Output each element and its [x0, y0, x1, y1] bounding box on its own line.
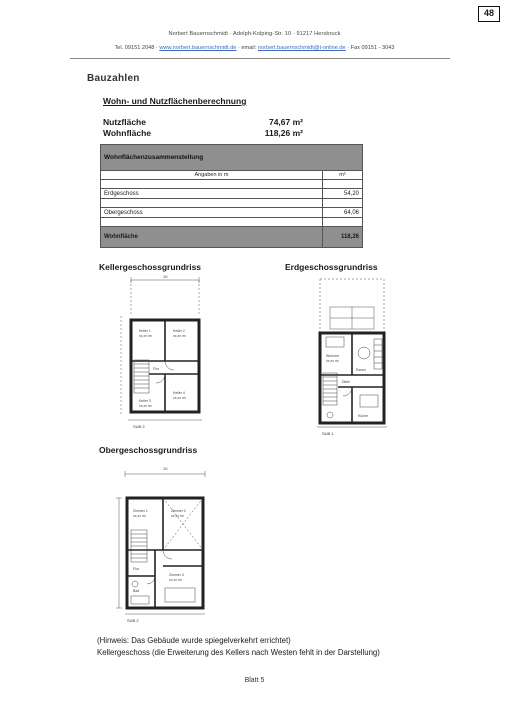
ober-plan-drawing: [105, 458, 223, 626]
svg-text:Essen: Essen: [356, 368, 366, 372]
table-total-row: [101, 227, 363, 248]
area-summary-table: [100, 144, 363, 248]
svg-text:Wohnen: Wohnen: [326, 354, 339, 358]
nutzflaeche-label: Nutzfläche: [103, 117, 146, 127]
row-label: Obergeschoss: [101, 208, 323, 218]
svg-text:xx,xx m²: xx,xx m²: [171, 514, 185, 518]
letterhead-address: Norbert Bauernschmidt · Adolph-Kolping-Str. 10 · 91217 Hersbruck: [168, 31, 341, 37]
row-value: 54,20: [323, 189, 363, 199]
letterhead-email-prefix: · email:: [236, 45, 258, 51]
subsection-title: Wohn- und Nutzflächenberechnung: [103, 96, 247, 106]
svg-text:xx,xx m²: xx,xx m²: [173, 396, 187, 400]
svg-text:xx,xx m²: xx,xx m²: [326, 359, 340, 363]
page-number: 48: [478, 6, 500, 22]
letterhead-tel: Tel. 09151 2048 ·: [114, 45, 160, 51]
basement-hint: Kellergeschoss (die Erweiterung des Kellers nach Westen fehlt in der Darstellung): [97, 648, 380, 657]
letterhead-web-link[interactable]: www.norbert.bauernschmidt.de: [159, 45, 237, 51]
ober-plan-tag: SUB 2: [127, 618, 139, 623]
svg-text:Zimmer 3: Zimmer 3: [169, 573, 184, 577]
sheet-number: Blatt 5: [244, 677, 265, 684]
keller-plan-tag: SUB 2: [133, 424, 145, 429]
section-title: Bauzahlen: [87, 73, 140, 84]
table-row: [101, 189, 363, 199]
table-spacer: [101, 180, 363, 189]
svg-text:Flur: Flur: [153, 367, 160, 371]
letterhead-fax: · Fax 09151 - 3043: [345, 45, 395, 51]
erd-plan-tag: SUB 1: [322, 431, 334, 436]
wohnflaeche-value: 118,26 m²: [264, 128, 303, 138]
row-value: 64,06: [323, 208, 363, 218]
svg-text:Zimmer 2: Zimmer 2: [171, 509, 186, 513]
svg-text:Keller 4: Keller 4: [173, 391, 185, 395]
keller-plan-drawing: [103, 274, 215, 434]
erd-floor-plan: [290, 275, 402, 443]
total-value: 118,26: [323, 227, 363, 248]
svg-text:Bad: Bad: [133, 589, 140, 593]
svg-text:Zimmer 1: Zimmer 1: [133, 509, 148, 513]
table-row: [101, 208, 363, 218]
table-spacer: [101, 218, 363, 227]
svg-text:Flur: Flur: [133, 567, 140, 571]
table-heading-row: [101, 145, 363, 171]
ober-plan-dimension: 10: [163, 466, 168, 471]
table-heading: Wohnflächenzusammenstellung: [101, 145, 363, 171]
letterhead-email-link[interactable]: norbert.bauernschmidt@t-online.de: [257, 45, 346, 51]
column-label: Angaben in m: [101, 171, 323, 180]
table-spacer: [101, 199, 363, 208]
svg-text:xx,xx m²: xx,xx m²: [173, 334, 187, 338]
keller-plan-title: Kellergeschossgrundriss: [99, 262, 202, 272]
ober-plan-title: Obergeschossgrundriss: [99, 445, 198, 455]
svg-text:Diele: Diele: [342, 380, 350, 384]
erd-plan-title: Erdgeschossgrundriss: [285, 262, 378, 272]
ober-floor-plan: [105, 458, 223, 626]
letterhead-contact: [0, 45, 509, 51]
keller-plan-dimension: 10: [163, 274, 168, 279]
mirror-hint: (Hinweis: Das Gebäude wurde spiegelverkehrt errichtet): [97, 636, 291, 645]
nutzflaeche-value: 74,67 m²: [268, 117, 303, 127]
svg-text:xx,xx m²: xx,xx m²: [169, 578, 183, 582]
svg-text:Keller 1: Keller 1: [139, 329, 151, 333]
wohnflaeche-label: Wohnfläche: [103, 128, 152, 138]
svg-text:Küche: Küche: [358, 414, 368, 418]
table-column-header: [101, 171, 363, 180]
svg-text:xx,xx m²: xx,xx m²: [133, 514, 147, 518]
svg-text:Keller 3: Keller 3: [139, 399, 151, 403]
row-label: Erdgeschoss: [101, 189, 323, 199]
total-label: Wohnfläche: [101, 227, 323, 248]
svg-text:xx,xx m²: xx,xx m²: [139, 334, 153, 338]
erd-plan-drawing: [290, 275, 402, 443]
header-divider: [70, 58, 450, 59]
svg-text:Keller 2: Keller 2: [173, 329, 185, 333]
column-unit: m²: [323, 171, 363, 180]
svg-text:xx,xx m²: xx,xx m²: [139, 404, 153, 408]
keller-floor-plan: [103, 274, 215, 434]
